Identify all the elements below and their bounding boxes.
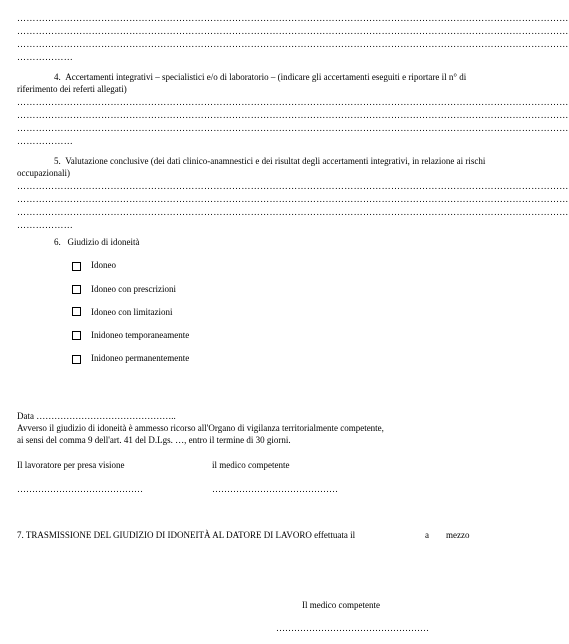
ricorso-text-line-1: Avverso il giudizio di idoneità è ammesso ricorso all'Organo di vigilanza territorialmente competente, (17, 423, 384, 433)
section-4-text: Accertamenti integrativi – specialistici e/o di laboratorio – (indicare gli accertamenti eseguiti e riportare il n° di riferimento dei referti allegati) (17, 72, 467, 94)
label-idoneo: Idoneo (91, 260, 116, 270)
data-line: Data ……………………………………….. (17, 411, 176, 421)
section-5-heading (17, 155, 495, 179)
checkbox-inidoneo-permanentemente[interactable] (72, 355, 81, 364)
final-medico-signature-line: …………………………………………… (276, 623, 429, 633)
label-inidoneo-permanentemente: Inidoneo permanentemente (91, 353, 190, 363)
dotted-line: …………………………………………………………………………………………………………………………………………………………… (17, 194, 569, 204)
checkbox-idoneo[interactable] (72, 262, 81, 271)
section-4-heading (17, 71, 495, 95)
section-6-title: Giudizio di idoneità (67, 237, 140, 247)
section-6-number: 6. (54, 237, 61, 247)
label-idoneo-con-limitazioni: Idoneo con limitazioni (91, 307, 173, 317)
section-5-text: Valutazione conclusive (dei dati clinico-anamnestici e dei risultat degli accertamenti integrativi, in relazione ai rischi occupazionali) (17, 156, 486, 178)
dotted-line: …………………………………………………………………………………………………………………………………………………………… (17, 26, 569, 36)
dotted-line-short: ……………… (17, 220, 74, 230)
medico-label: il medico competente (212, 460, 290, 470)
dotted-line-short: ……………… (17, 52, 74, 62)
medico-signature-line: …………………………………… (212, 484, 338, 494)
dotted-line: …………………………………………………………………………………………………………………………………………………………… (17, 123, 569, 133)
dotted-line: …………………………………………………………………………………………………………………………………………………………… (17, 207, 569, 217)
ricorso-text-line-2: ai sensi del comma 9 dell'art. 41 del D.Lgs. …, entro il termine di 30 giorni. (17, 435, 291, 445)
checkbox-idoneo-con-prescrizioni[interactable] (72, 285, 81, 294)
dotted-line: …………………………………………………………………………………………………………………………………………………………… (17, 181, 569, 191)
dotted-line: …………………………………………………………………………………………………………………………………………………………… (17, 13, 569, 23)
checkbox-idoneo-con-limitazioni[interactable] (72, 307, 81, 316)
lavoratore-signature-line: …………………………………… (17, 484, 143, 494)
final-medico-label: Il medico competente (302, 600, 380, 610)
section-5-number: 5. (54, 156, 61, 166)
section-4-number: 4. (54, 72, 61, 82)
label-inidoneo-temporaneamente: Inidoneo temporaneamente (91, 330, 190, 340)
dotted-line: …………………………………………………………………………………………………………………………………………………………… (17, 97, 569, 107)
section-6-heading (54, 236, 140, 248)
lavoratore-label: Il lavoratore per presa visione (17, 460, 125, 470)
dotted-line: …………………………………………………………………………………………………………………………………………………………… (17, 110, 569, 120)
section-7-text: 7. TRASMISSIONE DEL GIUDIZIO DI IDONEITÀ AL DATORE DI LAVORO effettuata il (17, 530, 356, 540)
checkbox-inidoneo-temporaneamente[interactable] (72, 331, 81, 340)
section-7-mezzo: mezzo (446, 530, 470, 540)
dotted-line-short: ……………… (17, 136, 74, 146)
dotted-line: …………………………………………………………………………………………………………………………………………………………… (17, 39, 569, 49)
label-idoneo-con-prescrizioni: Idoneo con prescrizioni (91, 284, 176, 294)
section-7-a: a (425, 530, 429, 540)
